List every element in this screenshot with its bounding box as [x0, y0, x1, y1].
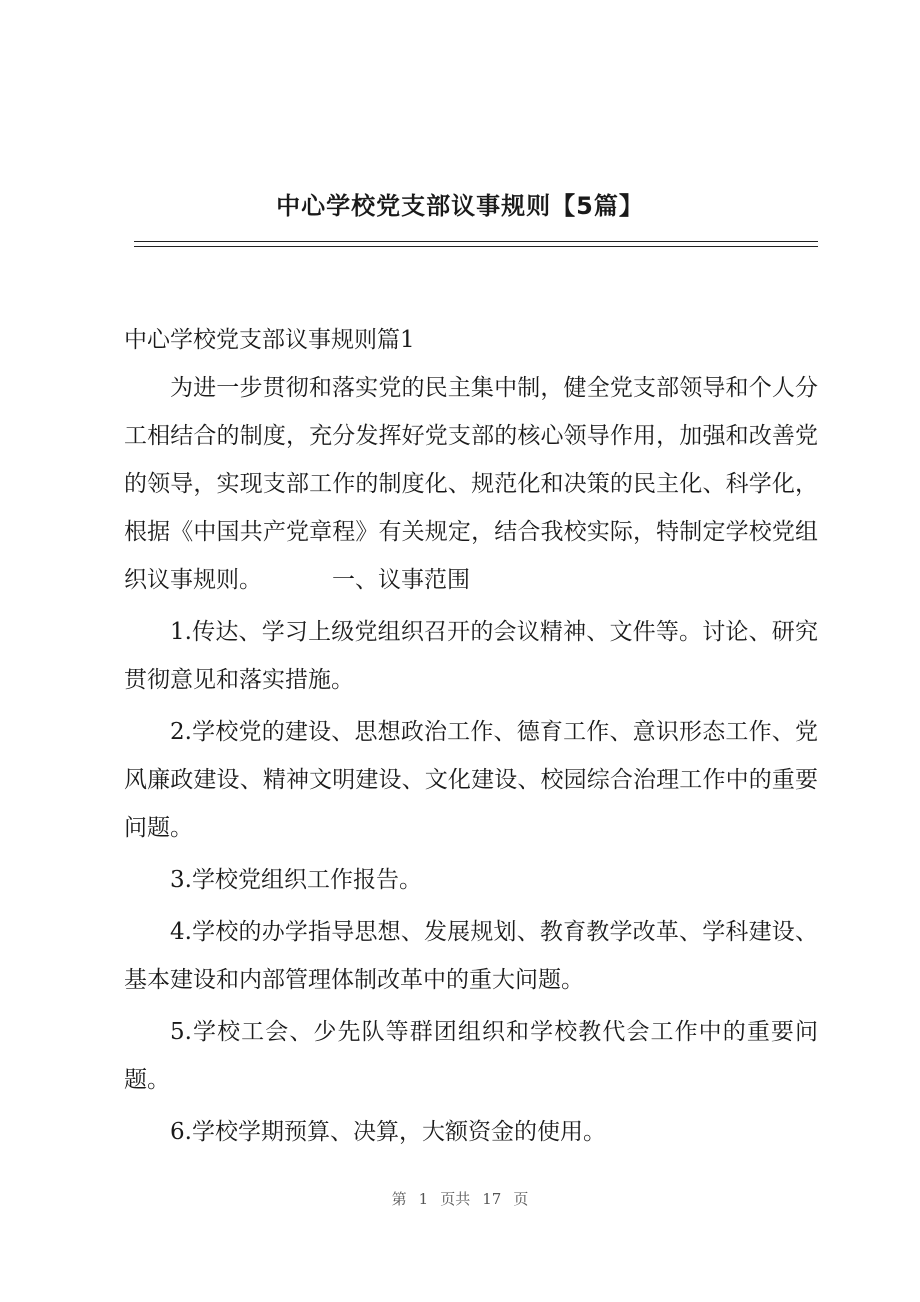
list-item: 2.学校党的建设、思想政治工作、德育工作、意识形态工作、党风廉政建设、精神文明建设、文化建设、校园综合治理工作中的重要问题。: [124, 719, 818, 841]
page-footer: [0, 1188, 920, 1209]
list-item: 5.学校工会、少先队等群团组织和学校教代会工作中的重要问题。: [124, 1019, 818, 1093]
page-title: 中心学校党支部议事规则【5篇】: [276, 192, 644, 220]
list-item: 1.传达、学习上级党组织召开的会议精神、文件等。讨论、研究贯彻意见和落实措施。: [124, 619, 818, 693]
intro-paragraph: [124, 364, 818, 604]
subsection-heading: 一、议事范围: [332, 567, 470, 593]
section-heading: 中心学校党支部议事规则篇1: [124, 327, 415, 353]
page-label-prefix: 第: [391, 1190, 407, 1208]
title-double-rule: [134, 241, 818, 247]
intro-text: 为进一步贯彻和落实党的民主集中制，健全党支部领导和个人分工相结合的制度，充分发挥好党支部的核心领导作用，加强和改善党的领导，实现支部工作的制度化、规范化和决策的民主化、科学化，根据《中国共产党章程》有关规定，结合我校实际，特制定学校党组织议事规则。: [124, 375, 818, 593]
page-label-middle: 页共: [440, 1190, 471, 1208]
total-pages-number: 17: [482, 1190, 502, 1208]
list-item: 4.学校的办学指导思想、发展规划、教育教学改革、学科建设、基本建设和内部管理体制改革中的重大问题。: [124, 919, 818, 993]
list-item: 6.学校学期预算、决算，大额资金的使用。: [170, 1119, 606, 1145]
document-body: [124, 316, 818, 1156]
page-label-suffix: 页: [513, 1190, 529, 1208]
current-page-number: 1: [418, 1190, 429, 1208]
list-item: 3.学校党组织工作报告。: [170, 867, 422, 893]
